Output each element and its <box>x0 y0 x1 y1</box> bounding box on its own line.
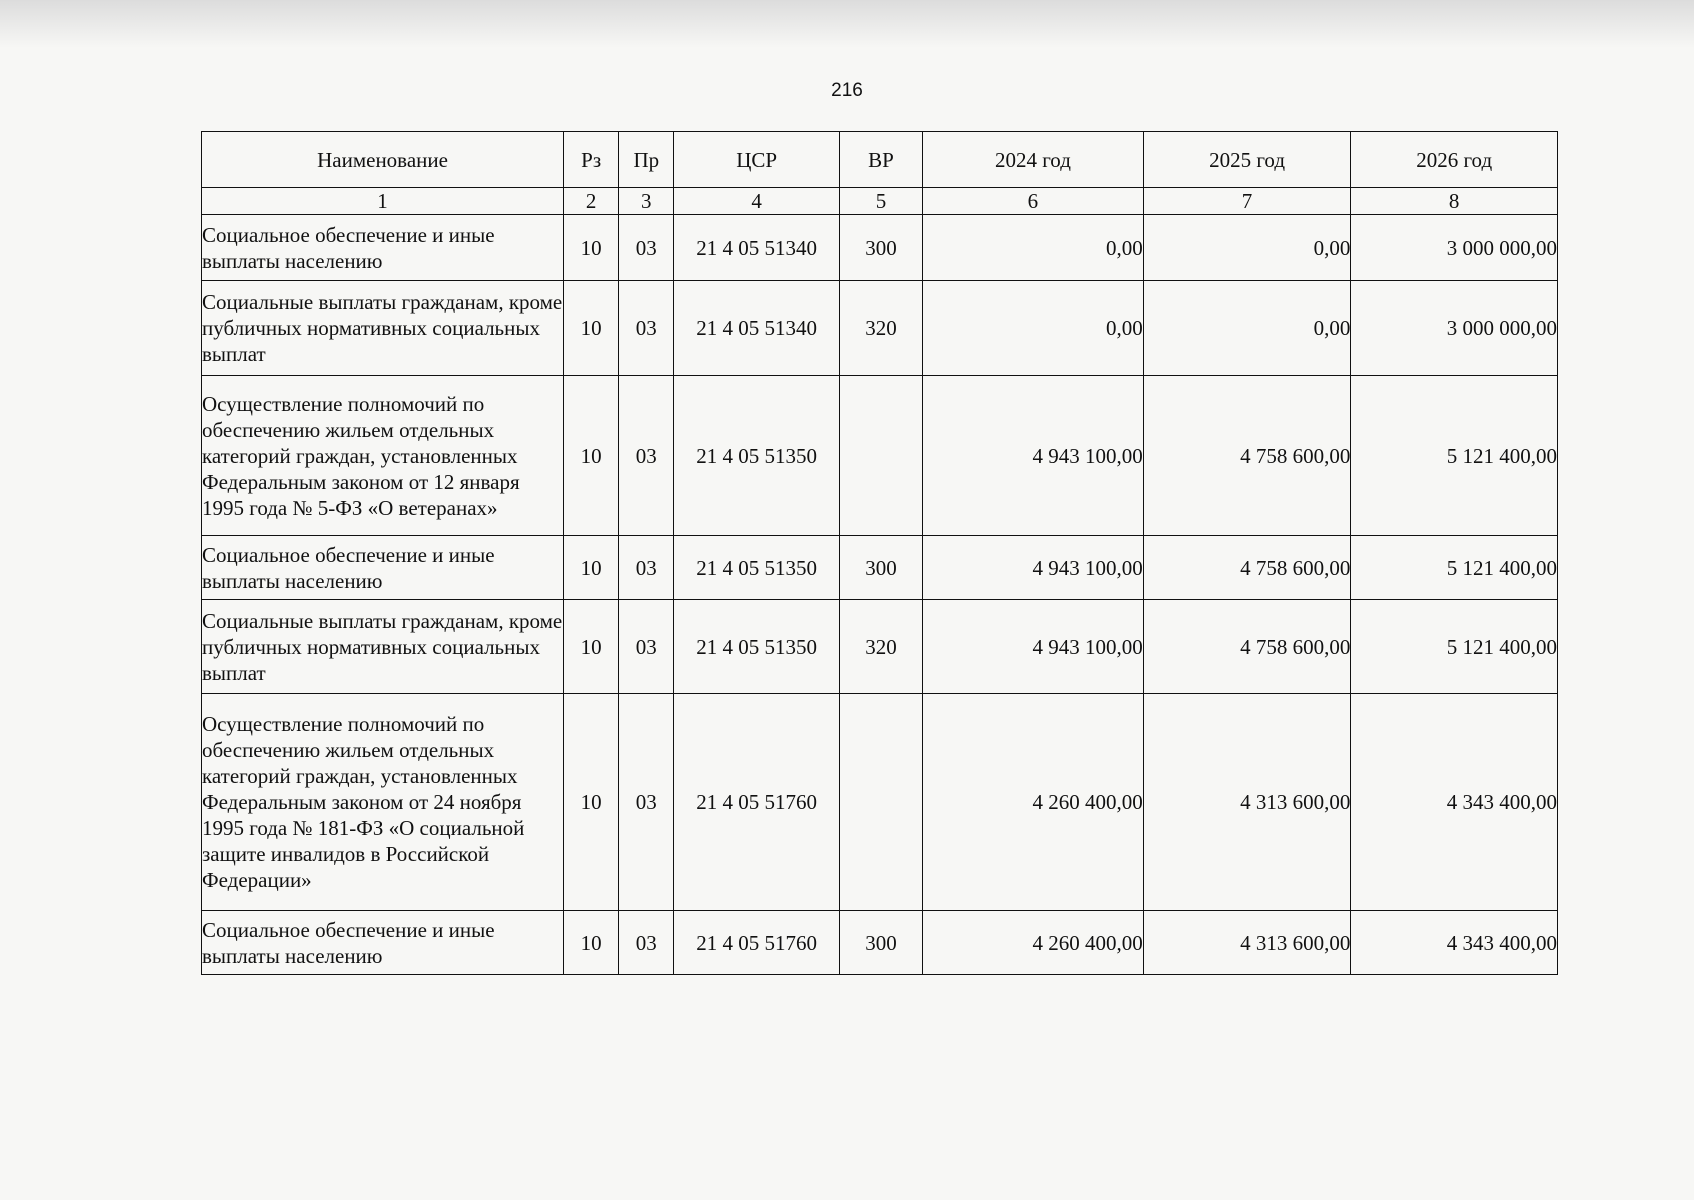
column-number-row <box>202 188 1558 215</box>
scan-edge-shading <box>0 0 1694 48</box>
budget-table <box>201 131 1558 975</box>
column-number: 3 <box>619 188 674 215</box>
row-2025: 0,00 <box>1143 281 1351 376</box>
row-rz: 10 <box>564 600 619 694</box>
header-rz: Рз <box>564 132 619 188</box>
header-row <box>202 132 1558 188</box>
row-2024: 4 260 400,00 <box>923 694 1144 911</box>
row-2025: 4 313 600,00 <box>1143 694 1351 911</box>
header-pr: Пр <box>619 132 674 188</box>
table-row <box>202 694 1558 911</box>
table-row <box>202 536 1558 600</box>
row-pr: 03 <box>619 536 674 600</box>
row-2024: 4 943 100,00 <box>923 536 1144 600</box>
column-number: 7 <box>1143 188 1351 215</box>
table-row <box>202 215 1558 281</box>
row-vr: 300 <box>839 911 922 975</box>
row-name: Социальные выплаты гражданам, кроме публичных нормативных социальных выплат <box>202 281 564 376</box>
row-2024: 4 260 400,00 <box>923 911 1144 975</box>
row-name: Социальное обеспечение и иные выплаты населению <box>202 215 564 281</box>
row-2026: 3 000 000,00 <box>1351 215 1558 281</box>
row-csr: 21 4 05 51350 <box>674 376 839 536</box>
row-2026: 4 343 400,00 <box>1351 911 1558 975</box>
row-name: Осуществление полномочий по обеспечению жильем отдельных категорий граждан, установленных Федеральным законом от 12 января 1995 года № 5-ФЗ «О ветеранах» <box>202 376 564 536</box>
row-2025: 0,00 <box>1143 215 1351 281</box>
page-number: 216 <box>831 80 863 101</box>
row-2025: 4 313 600,00 <box>1143 911 1351 975</box>
row-2026: 5 121 400,00 <box>1351 600 1558 694</box>
row-rz: 10 <box>564 536 619 600</box>
row-csr: 21 4 05 51350 <box>674 600 839 694</box>
row-2025: 4 758 600,00 <box>1143 536 1351 600</box>
table-row <box>202 911 1558 975</box>
row-2024: 0,00 <box>923 215 1144 281</box>
row-pr: 03 <box>619 215 674 281</box>
row-2026: 5 121 400,00 <box>1351 376 1558 536</box>
row-rz: 10 <box>564 911 619 975</box>
row-vr: 300 <box>839 215 922 281</box>
row-name: Осуществление полномочий по обеспечению жильем отдельных категорий граждан, установленных Федеральным законом от 24 ноября 1995 года № 181-ФЗ «О социальной защите инвалидов в Российской Федерации» <box>202 694 564 911</box>
row-csr: 21 4 05 51350 <box>674 536 839 600</box>
column-number: 5 <box>839 188 922 215</box>
row-2025: 4 758 600,00 <box>1143 376 1351 536</box>
row-csr: 21 4 05 51760 <box>674 911 839 975</box>
row-pr: 03 <box>619 694 674 911</box>
column-number: 8 <box>1351 188 1558 215</box>
row-pr: 03 <box>619 281 674 376</box>
row-csr: 21 4 05 51760 <box>674 694 839 911</box>
column-number: 1 <box>202 188 564 215</box>
row-pr: 03 <box>619 376 674 536</box>
row-name: Социальное обеспечение и иные выплаты населению <box>202 536 564 600</box>
header-csr: ЦСР <box>674 132 839 188</box>
row-2026: 3 000 000,00 <box>1351 281 1558 376</box>
header-vr: ВР <box>839 132 922 188</box>
row-2024: 4 943 100,00 <box>923 600 1144 694</box>
header-name: Наименование <box>202 132 564 188</box>
row-csr: 21 4 05 51340 <box>674 281 839 376</box>
row-2026: 5 121 400,00 <box>1351 536 1558 600</box>
table-row <box>202 600 1558 694</box>
column-number: 4 <box>674 188 839 215</box>
row-rz: 10 <box>564 281 619 376</box>
row-rz: 10 <box>564 215 619 281</box>
row-csr: 21 4 05 51340 <box>674 215 839 281</box>
row-vr: 320 <box>839 281 922 376</box>
column-number: 2 <box>564 188 619 215</box>
row-2024: 4 943 100,00 <box>923 376 1144 536</box>
row-vr <box>839 694 922 911</box>
table-row <box>202 281 1558 376</box>
row-rz: 10 <box>564 376 619 536</box>
row-name: Социальное обеспечение и иные выплаты населению <box>202 911 564 975</box>
row-name: Социальные выплаты гражданам, кроме публичных нормативных социальных выплат <box>202 600 564 694</box>
row-2026: 4 343 400,00 <box>1351 694 1558 911</box>
header-2026: 2026 год <box>1351 132 1558 188</box>
row-2025: 4 758 600,00 <box>1143 600 1351 694</box>
row-2024: 0,00 <box>923 281 1144 376</box>
column-number: 6 <box>923 188 1144 215</box>
header-2025: 2025 год <box>1143 132 1351 188</box>
row-vr: 320 <box>839 600 922 694</box>
row-pr: 03 <box>619 911 674 975</box>
row-rz: 10 <box>564 694 619 911</box>
table-row <box>202 376 1558 536</box>
header-2024: 2024 год <box>923 132 1144 188</box>
row-vr: 300 <box>839 536 922 600</box>
row-pr: 03 <box>619 600 674 694</box>
row-vr <box>839 376 922 536</box>
